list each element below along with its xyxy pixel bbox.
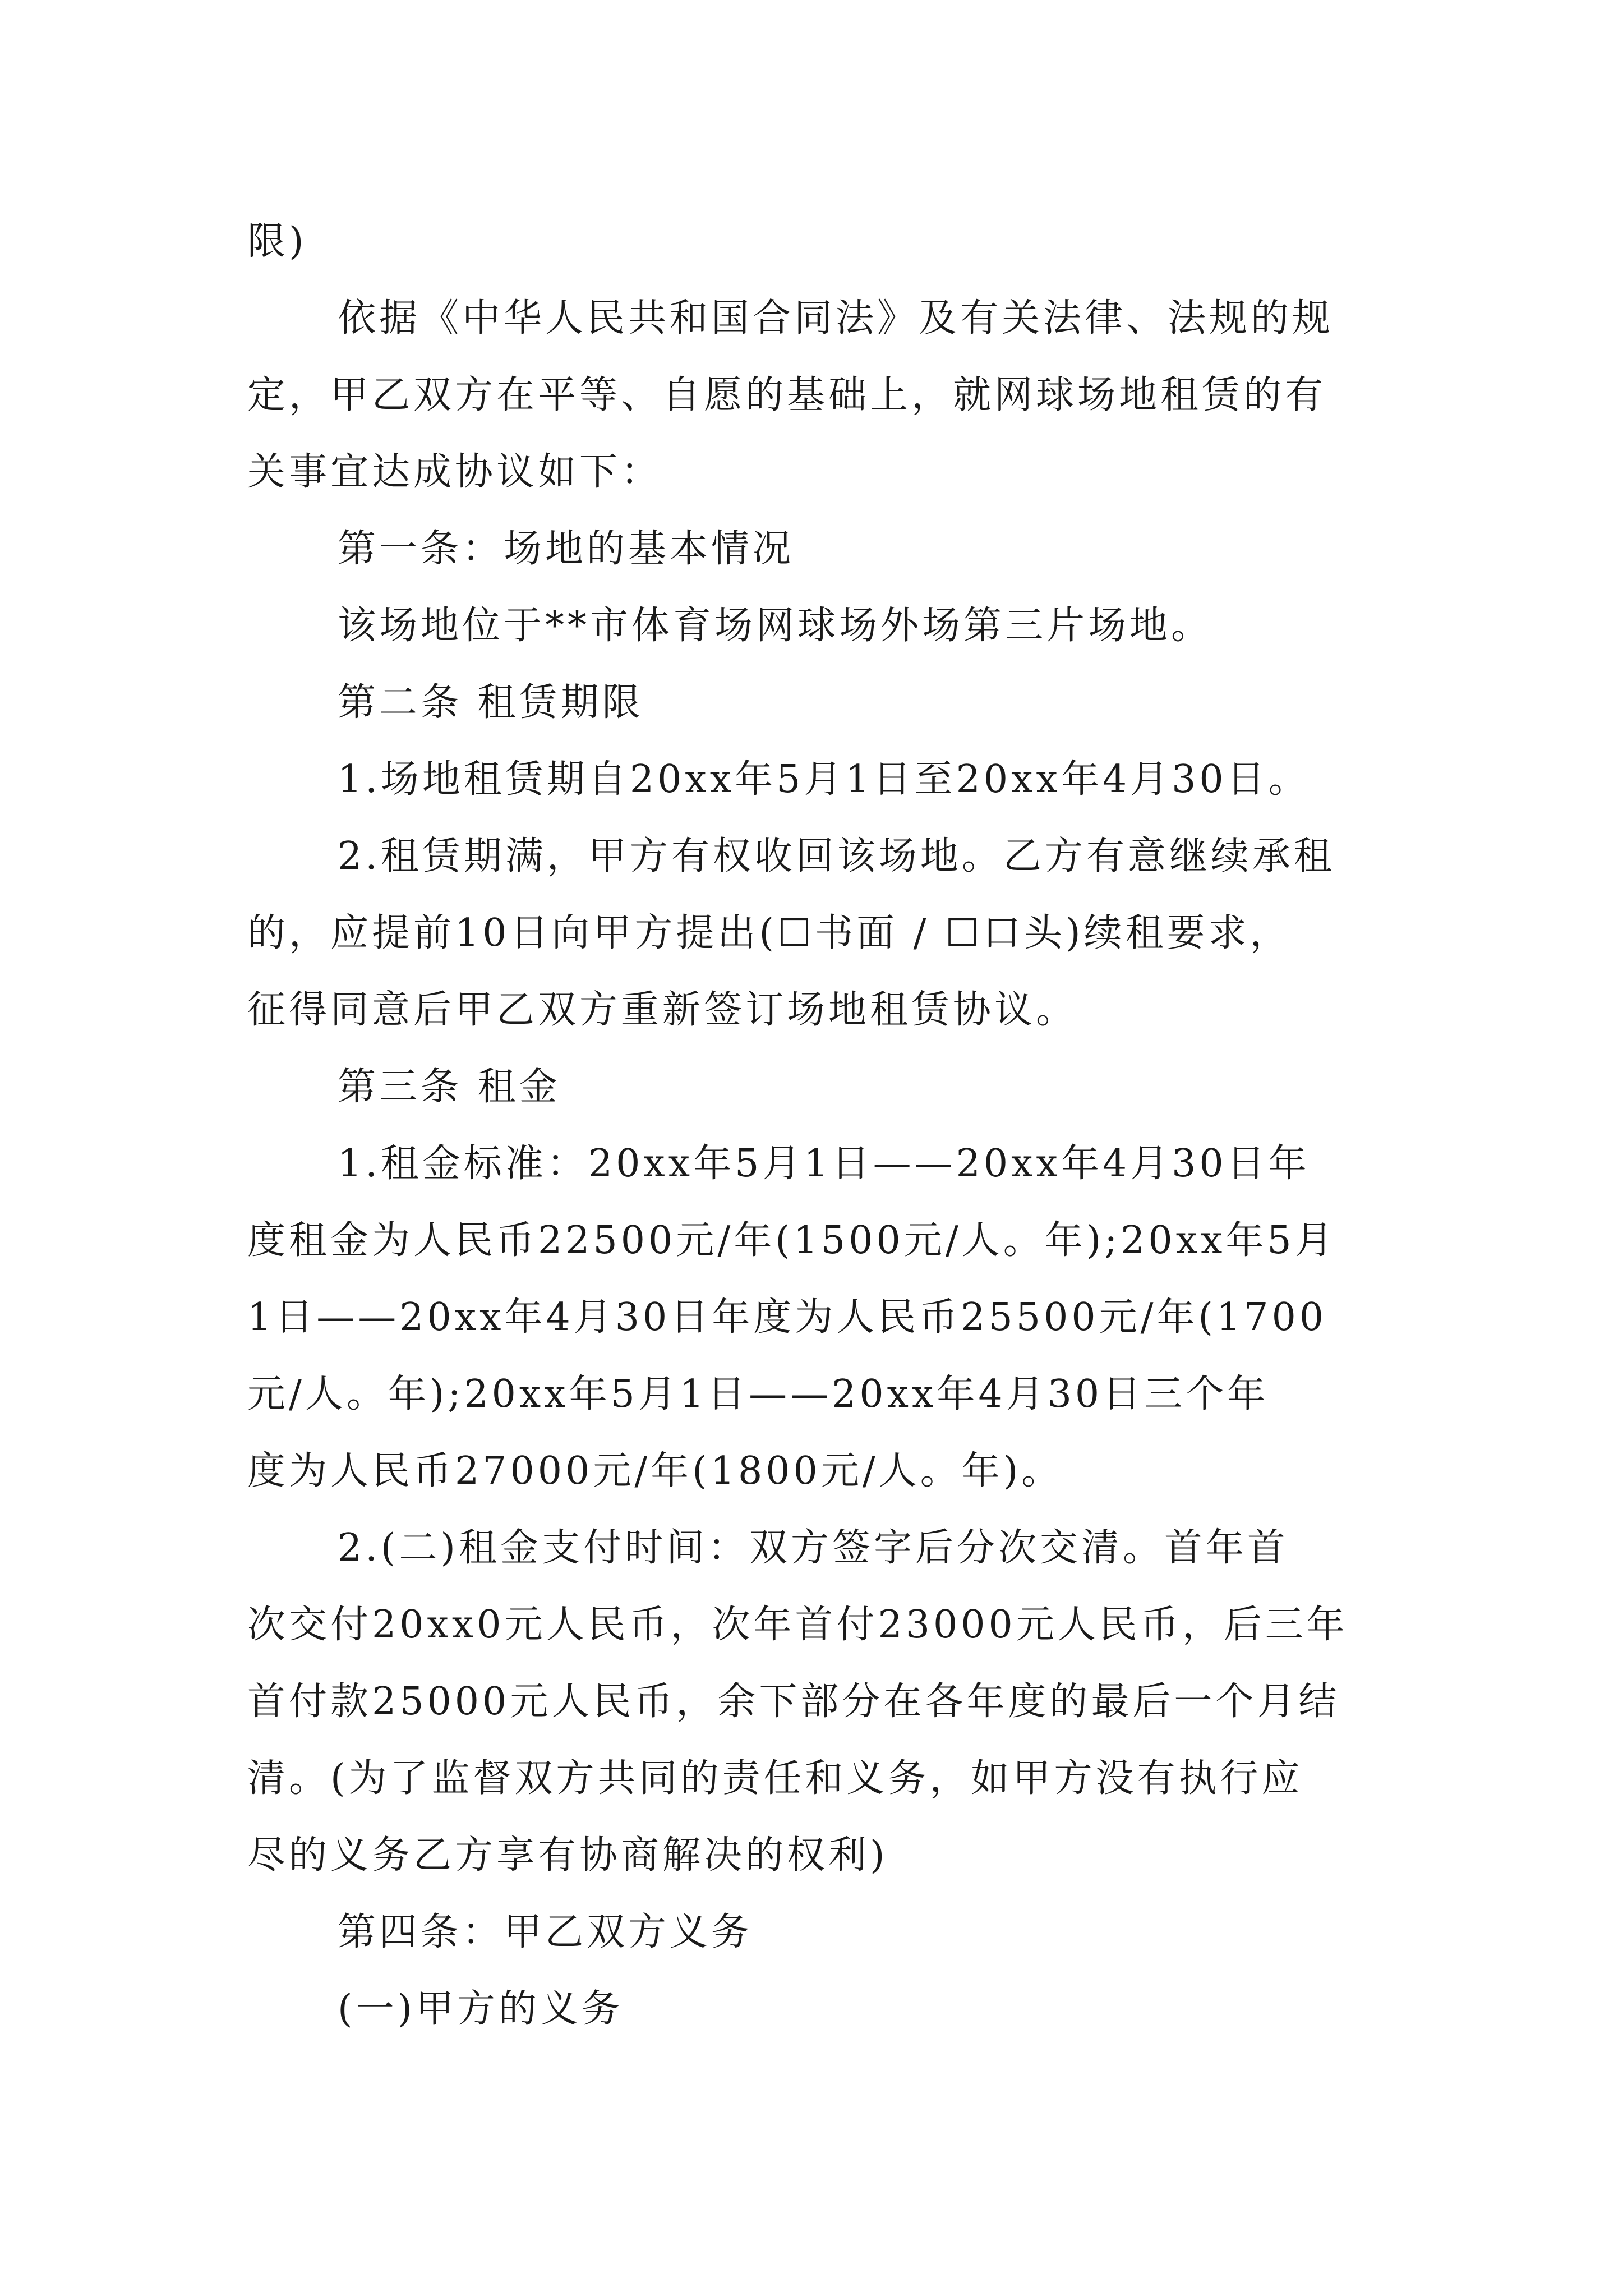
article-4-heading: 第四条：甲乙双方义务 (338, 1910, 753, 1954)
text-line-21: 清。(为了监督双方共同的责任和义务，如甲方没有执行应 (247, 1756, 1303, 1801)
text-line-17: 度为人民币27000元/年(1800元/人。年)。 (247, 1449, 1063, 1493)
text-line-4: 关事宜达成协议如下： (247, 450, 663, 494)
text-line-24: (一)甲方的义务 (338, 1987, 624, 2031)
article-3-heading: 第三条 租金 (338, 1065, 561, 1109)
text-line-9: 2.租赁期满，甲方有权收回该场地。乙方有意继续承租 (338, 834, 1335, 878)
text-line-14: 度租金为人民币22500元/年(1500元/人。年);20xx年5月 (247, 1218, 1336, 1263)
text-line-15: 1日——20xx年4月30日年度为人民币25500元/年(1700 (247, 1295, 1327, 1340)
text-line-19: 次交付20xx0元人民币，次年首付23000元人民币，后三年 (247, 1603, 1348, 1647)
text-line-18: 2.(二)租金支付时间：双方签字后分次交清。首年首 (338, 1526, 1289, 1570)
text-line-11: 征得同意后甲乙双方重新签订场地租赁协议。 (247, 988, 1078, 1032)
text-line-13: 1.租金标准：20xx年5月1日——20xx年4月30日年 (338, 1142, 1310, 1186)
text-line-3: 定，甲乙双方在平等、自愿的基础上，就网球场地租赁的有 (247, 373, 1327, 417)
text-line-16: 元/人。年);20xx年5月1日——20xx年4月30日三个年 (247, 1372, 1269, 1416)
text-line-2: 依据《中华人民共和国合同法》及有关法律、法规的规 (338, 296, 1334, 341)
text-line-10: 的，应提前10日向甲方提出(☐书面 / ☐口头)续租要求， (247, 911, 1292, 955)
text-line-1: 限) (247, 219, 307, 264)
text-line-20: 首付款25000元人民币，余下部分在各年度的最后一个月结 (247, 1680, 1340, 1724)
article-1-heading: 第一条：场地的基本情况 (338, 527, 795, 571)
text-line-8: 1.场地租赁期自20xx年5月1日至20xx年4月30日。 (338, 757, 1310, 802)
text-line-6: 该场地位于**市体育场网球场外场第三片场地。 (338, 604, 1213, 648)
text-line-22: 尽的义务乙方享有协商解决的权利) (247, 1833, 888, 1878)
article-2-heading: 第二条 租赁期限 (338, 680, 644, 725)
